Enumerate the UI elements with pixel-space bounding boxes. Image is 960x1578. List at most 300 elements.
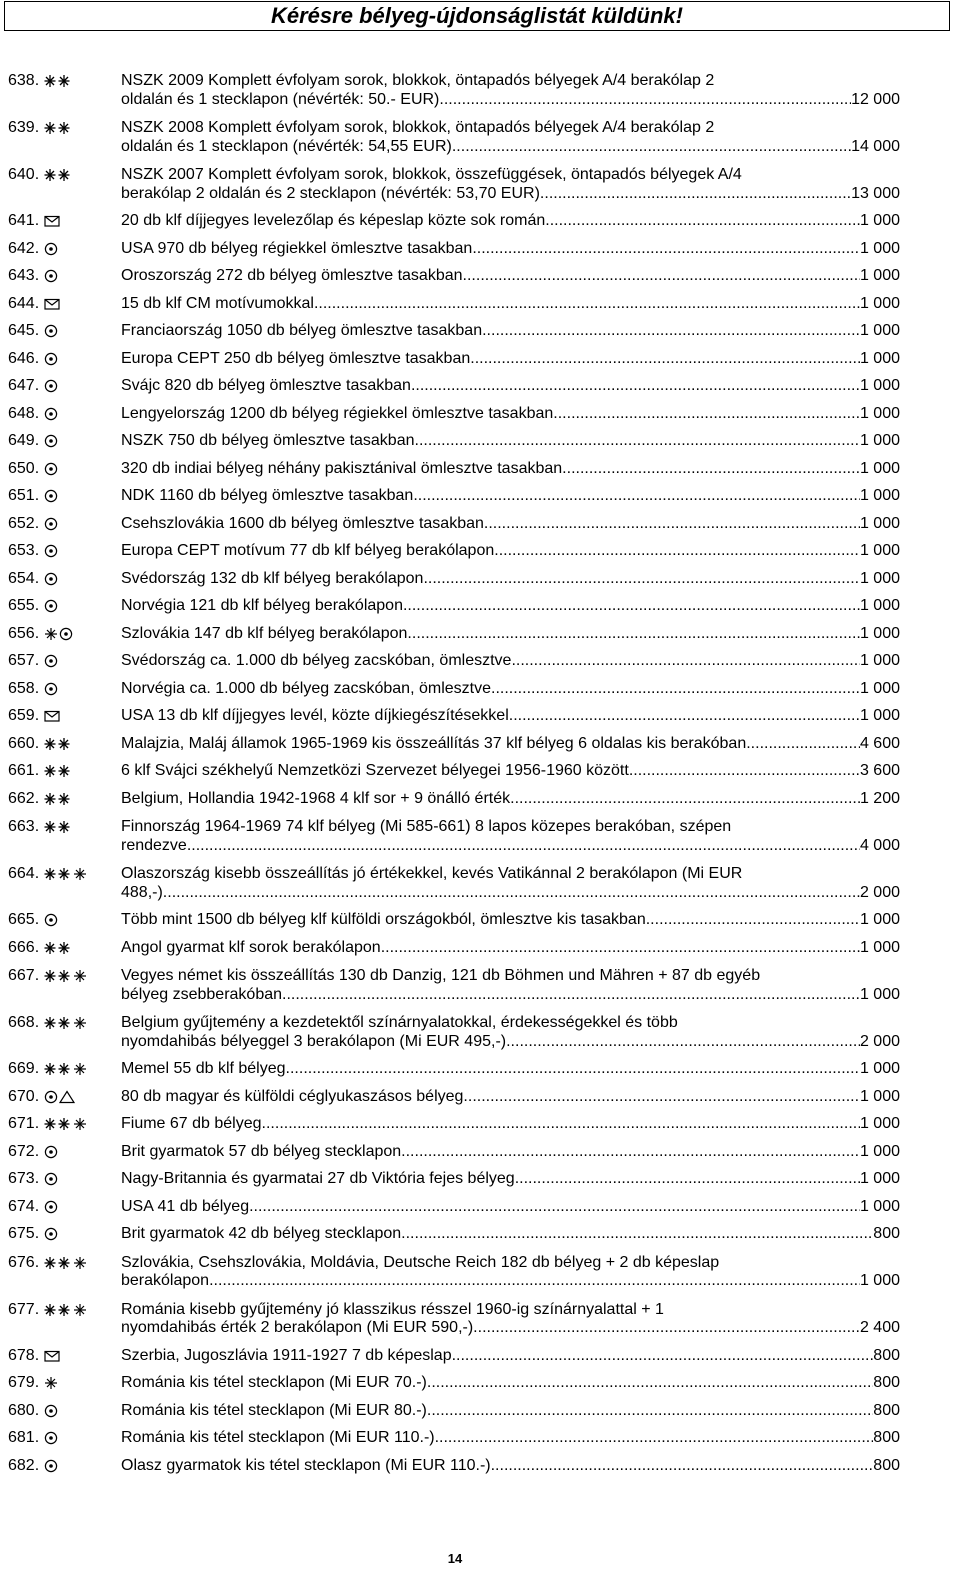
used-icon	[44, 324, 58, 338]
item-number: 638.	[8, 72, 40, 89]
dot-leader	[427, 1402, 873, 1421]
item-text-line: Norvégia 121 db klf bélyeg berakólapon	[121, 597, 403, 614]
used-icon	[44, 654, 58, 668]
item-number: 679.	[8, 1374, 40, 1391]
item-description	[121, 911, 900, 930]
used-icon	[44, 1145, 58, 1159]
item-price: 1 000	[859, 212, 900, 229]
condition-symbols	[44, 682, 58, 696]
item-price: 1 000	[859, 938, 900, 956]
item-text-line: Több mint 1500 db bélyeg klf külföldi országokból, ömlesztve kis tasakban	[121, 911, 646, 928]
mnh-icon	[44, 168, 72, 182]
list-item	[8, 72, 900, 109]
item-description	[121, 1170, 900, 1189]
used-icon	[44, 517, 58, 531]
item-price: 1 000	[859, 432, 900, 449]
item-price: 1 000	[859, 1170, 900, 1187]
item-text-line: 488,-)	[121, 883, 163, 901]
list-item	[8, 762, 900, 781]
item-number: 641.	[8, 212, 40, 229]
item-description	[121, 432, 900, 451]
list-item	[8, 570, 900, 589]
item-text-line: Finnország 1964-1969 74 klf bélyeg (Mi 585-661) 8 lapos közepes berakóban, szépen	[121, 818, 732, 835]
item-description	[121, 212, 900, 231]
item-text-line: berakólap 2 oldalán és 2 stecklapon (névérték: 53,70 EUR)	[121, 184, 540, 202]
used-icon	[44, 407, 58, 421]
dot-leader	[510, 790, 860, 809]
page-number: 14	[447, 1551, 463, 1566]
item-text-line: Memel 55 db klf bélyeg	[121, 1060, 286, 1077]
list-item	[8, 377, 900, 396]
item-text-line: berakólapon	[121, 1272, 210, 1289]
item-text-line: NSZK 2009 Komplett évfolyam sorok, blokkok, öntapadós bélyegek A/4 berakólap 2	[121, 72, 715, 89]
item-number: 672.	[8, 1142, 40, 1160]
item-price: 1 000	[859, 1142, 900, 1160]
list-item	[8, 1060, 900, 1079]
used-icon	[44, 1090, 58, 1104]
item-number: 640.	[8, 166, 40, 183]
item-text-line: Franciaország 1050 db bélyeg ömlesztve tasakban	[121, 322, 483, 339]
condition-symbols	[44, 214, 60, 228]
condition-symbols	[44, 969, 87, 983]
item-description	[121, 166, 900, 203]
item-description	[121, 72, 900, 109]
item-description	[121, 597, 900, 616]
item-text-line: NDK 1160 db bélyeg ömlesztve tasakban	[121, 487, 414, 504]
item-number: 652.	[8, 514, 40, 532]
item-price: 800	[873, 1401, 900, 1419]
used-icon	[44, 1227, 58, 1241]
condition-symbols	[44, 737, 72, 751]
item-price: 1 000	[859, 1060, 900, 1077]
condition-symbols	[44, 867, 87, 881]
item-description	[121, 762, 900, 781]
page-title: Kérésre bélyeg-újdonságlistát küldünk!	[271, 3, 683, 28]
item-text-line: Svájc 820 db bélyeg ömlesztve tasakban	[121, 377, 411, 394]
item-description	[121, 1088, 900, 1107]
list-item	[8, 939, 900, 958]
mh-icon	[73, 1117, 87, 1131]
condition-symbols	[44, 709, 60, 723]
dot-leader	[262, 1115, 860, 1134]
dot-leader	[452, 138, 851, 157]
item-text-line: 15 db klf CM motívumokkal	[121, 294, 314, 312]
item-number: 639.	[8, 119, 40, 136]
item-price: 1 000	[859, 652, 900, 669]
header-banner	[4, 1, 950, 31]
item-text-line: Csehszlovákia 1600 db bélyeg ömlesztve tasakban	[121, 514, 484, 532]
item-price: 1 000	[859, 624, 900, 642]
list-item	[8, 119, 900, 156]
item-number: 677.	[8, 1300, 40, 1318]
dot-leader	[435, 1429, 874, 1448]
item-text-line: Brit gyarmatok 57 db bélyeg stecklapon	[121, 1142, 402, 1160]
item-price: 4 000	[859, 836, 900, 854]
condition-symbols	[44, 297, 60, 311]
item-description	[121, 1198, 900, 1217]
condition-symbols	[44, 1349, 60, 1363]
envelope-icon	[44, 214, 60, 228]
condition-symbols	[44, 792, 72, 806]
dot-leader	[491, 680, 860, 699]
dot-leader	[452, 1347, 874, 1366]
item-description	[121, 1014, 900, 1051]
item-number: 670.	[8, 1087, 40, 1105]
item-description	[121, 707, 900, 726]
item-price: 1 000	[859, 349, 900, 367]
condition-symbols	[44, 572, 58, 586]
dot-leader	[439, 91, 851, 110]
mh-icon	[73, 969, 87, 983]
item-text-line: rendezve	[121, 836, 187, 854]
item-number: 667.	[8, 967, 40, 984]
condition-symbols	[44, 1376, 58, 1390]
list-item	[8, 790, 900, 809]
condition-symbols	[44, 599, 58, 613]
item-price: 12 000	[851, 90, 900, 108]
item-price: 1 000	[859, 377, 900, 394]
item-text-line: Nagy-Britannia és gyarmatai 27 db Viktória fejes bélyeg	[121, 1170, 515, 1187]
dot-leader	[423, 570, 860, 589]
dot-leader	[470, 350, 860, 369]
item-price: 1 000	[859, 597, 900, 614]
condition-symbols	[44, 1404, 58, 1418]
mnh-icon	[44, 1016, 72, 1030]
item-text-line: Brit gyarmatok 42 db bélyeg stecklapon	[121, 1225, 402, 1242]
item-description	[121, 240, 900, 259]
list-item	[8, 911, 900, 930]
item-price: 1 000	[859, 404, 900, 422]
item-price: 1 000	[859, 459, 900, 477]
condition-symbols	[44, 1145, 58, 1159]
envelope-icon	[44, 297, 60, 311]
item-description	[121, 1429, 900, 1448]
item-text-line: Szlovákia, Csehszlovákia, Moldávia, Deutsche Reich 182 db bélyeg + 2 db képeslap	[121, 1253, 720, 1271]
used-icon	[44, 1404, 58, 1418]
item-price: 1 000	[859, 239, 900, 257]
mnh-icon	[44, 1117, 72, 1131]
item-text-line: NSZK 750 db bélyeg ömlesztve tasakban	[121, 432, 415, 449]
item-price: 2 400	[859, 1319, 900, 1336]
dot-leader	[163, 884, 860, 903]
condition-symbols	[44, 74, 72, 88]
dot-leader	[511, 652, 860, 671]
mnh-icon	[44, 1062, 72, 1076]
mh-icon	[44, 1376, 58, 1390]
mnh-icon	[44, 941, 72, 955]
mnh-icon	[44, 737, 72, 751]
item-text-line: Svédország ca. 1.000 db bélyeg zacskóban, ömlesztve	[121, 652, 512, 669]
mh-icon	[44, 627, 58, 641]
item-number: 645.	[8, 322, 40, 339]
item-number: 653.	[8, 542, 40, 559]
triangle-icon	[59, 1090, 75, 1104]
mnh-icon	[44, 74, 72, 88]
condition-symbols	[44, 517, 58, 531]
used-icon	[44, 434, 58, 448]
list-item	[8, 1301, 900, 1338]
item-number: 650.	[8, 459, 40, 477]
condition-symbols	[44, 820, 72, 834]
item-price: 800	[873, 1225, 900, 1242]
dot-leader	[415, 432, 860, 451]
mnh-icon	[44, 1303, 72, 1317]
item-description	[121, 570, 900, 589]
list-item	[8, 625, 900, 644]
used-icon	[44, 269, 58, 283]
item-number: 644.	[8, 294, 40, 312]
used-icon	[44, 1172, 58, 1186]
item-price: 1 000	[859, 294, 900, 312]
condition-symbols	[44, 654, 58, 668]
condition-symbols	[44, 121, 72, 135]
item-description	[121, 939, 900, 958]
used-icon	[44, 544, 58, 558]
condition-symbols	[44, 1090, 75, 1104]
item-price: 1 000	[859, 487, 900, 504]
list-item	[8, 542, 900, 561]
item-description	[121, 1347, 900, 1366]
condition-symbols	[44, 627, 73, 641]
item-price: 1 000	[859, 514, 900, 532]
item-description	[121, 515, 900, 534]
condition-symbols	[44, 913, 58, 927]
item-text-line: nyomdahibás érték 2 berakólapon (Mi EUR 590,-)	[121, 1319, 474, 1336]
item-number: 669.	[8, 1060, 40, 1077]
condition-symbols	[44, 1459, 58, 1473]
condition-symbols	[44, 941, 72, 955]
dot-leader	[629, 762, 860, 781]
item-text-line: bélyeg zsebberakóban	[121, 985, 283, 1003]
item-number: 658.	[8, 679, 40, 697]
used-icon	[44, 913, 58, 927]
item-description	[121, 967, 900, 1004]
item-text-line: Angol gyarmat klf sorok berakólapon	[121, 938, 381, 956]
condition-symbols	[44, 1200, 58, 1214]
item-number: 664.	[8, 865, 40, 882]
item-text-line: Vegyes német kis összeállítás 130 db Danzig, 121 db Böhmen und Mähren + 87 db egyéb	[121, 967, 761, 984]
item-price: 800	[873, 1429, 900, 1446]
item-text-line: oldalán és 1 stecklapon (névérték: 54,55 EUR)	[121, 137, 452, 155]
condition-symbols	[44, 462, 58, 476]
item-description	[121, 542, 900, 561]
item-price: 1 000	[859, 1272, 900, 1289]
list-item	[8, 267, 900, 286]
dot-leader	[407, 625, 860, 644]
item-number: 681.	[8, 1429, 40, 1446]
list-item	[8, 1088, 900, 1107]
condition-symbols	[44, 324, 58, 338]
list-item	[8, 295, 900, 314]
item-price: 800	[873, 1374, 900, 1391]
mnh-icon	[44, 792, 72, 806]
list-item	[8, 652, 900, 671]
item-number: 654.	[8, 569, 40, 587]
item-text-line: NSZK 2008 Komplett évfolyam sorok, blokkok, öntapadós bélyegek A/4 berakólap 2	[121, 119, 715, 136]
list-item	[8, 1347, 900, 1366]
mh-icon	[73, 867, 87, 881]
item-price: 13 000	[851, 184, 900, 202]
item-text-line: Szlovákia 147 db klf bélyeg berakólapon	[121, 624, 408, 642]
list-item	[8, 707, 900, 726]
list-item	[8, 818, 900, 855]
item-text-line: USA 970 db bélyeg régiekkel ömlesztve tasakban	[121, 239, 473, 257]
item-number: 660.	[8, 734, 40, 752]
used-icon	[44, 242, 58, 256]
item-number: 646.	[8, 349, 40, 367]
used-icon	[44, 599, 58, 613]
condition-symbols	[44, 1431, 58, 1445]
dot-leader	[472, 240, 860, 259]
item-number: 674.	[8, 1197, 40, 1215]
used-icon	[59, 627, 73, 641]
condition-symbols	[44, 1227, 58, 1241]
item-description	[121, 377, 900, 396]
item-description	[121, 119, 900, 156]
dot-leader	[427, 1374, 873, 1393]
item-price: 3 600	[859, 762, 900, 779]
list-item	[8, 680, 900, 699]
list-item	[8, 865, 900, 902]
item-price: 1 000	[859, 569, 900, 587]
item-description	[121, 322, 900, 341]
used-icon	[44, 1200, 58, 1214]
item-description	[121, 652, 900, 671]
item-number: 661.	[8, 762, 40, 779]
list-item	[8, 460, 900, 479]
mnh-icon	[44, 867, 72, 881]
mh-icon	[73, 1016, 87, 1030]
list-item	[8, 515, 900, 534]
list-item	[8, 1143, 900, 1162]
item-description	[121, 1143, 900, 1162]
dot-leader	[286, 1060, 860, 1079]
item-description	[121, 1254, 900, 1291]
list-item	[8, 1014, 900, 1051]
dot-leader	[506, 1033, 860, 1052]
item-number: 662.	[8, 789, 40, 807]
item-text-line: oldalán és 1 stecklapon (névérték: 50.- EUR)	[121, 90, 440, 108]
item-description	[121, 625, 900, 644]
item-text-line: Románia kis tétel stecklapon (Mi EUR 70.-)	[121, 1374, 427, 1391]
item-text-line: Fiume 67 db bélyeg	[121, 1115, 262, 1132]
item-price: 1 000	[859, 1115, 900, 1132]
condition-symbols	[44, 1016, 87, 1030]
used-icon	[44, 352, 58, 366]
item-text-line: Szerbia, Jugoszlávia 1911-1927 7 db képeslap	[121, 1346, 452, 1364]
condition-symbols	[44, 1256, 87, 1270]
condition-symbols	[44, 379, 58, 393]
item-text-line: Olasz gyarmatok kis tétel stecklapon (Mi EUR 110.-)	[121, 1456, 491, 1474]
item-text-line: USA 13 db klf díjjegyes levél, közte díjkiegészítésekkel	[121, 707, 509, 724]
list-item	[8, 735, 900, 754]
item-description	[121, 1374, 900, 1393]
item-number: 663.	[8, 818, 40, 835]
item-number: 651.	[8, 487, 40, 504]
item-text-line: Europa CEPT motívum 77 db klf bélyeg berakólapon	[121, 542, 495, 559]
list-item	[8, 350, 900, 369]
envelope-icon	[44, 709, 60, 723]
condition-symbols	[44, 1062, 87, 1076]
dot-leader	[646, 911, 860, 930]
item-price: 1 000	[859, 1197, 900, 1215]
dot-leader	[484, 515, 860, 534]
list-item	[8, 1225, 900, 1244]
list-item	[8, 240, 900, 259]
list-item	[8, 967, 900, 1004]
item-description	[121, 1060, 900, 1079]
item-price: 2 000	[859, 883, 900, 901]
condition-symbols	[44, 1303, 87, 1317]
dot-leader	[473, 1319, 860, 1338]
dot-leader	[401, 1225, 873, 1244]
dot-leader	[314, 295, 860, 314]
item-text-line: Olaszország kisebb összeállítás jó értékekkel, kevés Vatikánnal 2 berakólapon (Mi EUR	[121, 865, 743, 882]
item-price: 800	[873, 1456, 900, 1474]
list-item	[8, 166, 900, 203]
item-description	[121, 267, 900, 286]
mnh-icon	[44, 1256, 72, 1270]
dot-leader	[491, 1457, 874, 1476]
list-item	[8, 1402, 900, 1421]
item-description	[121, 1115, 900, 1134]
used-icon	[44, 489, 58, 503]
dot-leader	[282, 986, 860, 1005]
item-number: 655.	[8, 597, 40, 614]
item-price: 14 000	[851, 137, 900, 155]
mnh-icon	[44, 121, 72, 135]
item-text-line: Svédország 132 db klf bélyeg berakólapon	[121, 569, 424, 587]
list-item	[8, 1429, 900, 1448]
item-description	[121, 460, 900, 479]
item-price: 1 200	[859, 789, 900, 807]
mh-icon	[73, 1303, 87, 1317]
item-list	[8, 72, 900, 1475]
list-item	[8, 597, 900, 616]
item-price: 1 000	[859, 1087, 900, 1105]
item-number: 676.	[8, 1253, 40, 1271]
condition-symbols	[44, 269, 58, 283]
mh-icon	[73, 1062, 87, 1076]
item-number: 659.	[8, 707, 40, 724]
mh-icon	[73, 1256, 87, 1270]
list-item	[8, 1457, 900, 1476]
mnh-icon	[44, 764, 72, 778]
item-number: 656.	[8, 624, 40, 642]
item-price: 1 000	[859, 911, 900, 928]
list-item	[8, 1254, 900, 1291]
item-number: 673.	[8, 1170, 40, 1187]
item-price: 1 000	[859, 267, 900, 284]
item-text-line: 6 klf Svájci székhelyű Nemzetközi Szervezet bélyegei 1956-1960 között	[121, 762, 629, 779]
item-number: 666.	[8, 938, 40, 956]
item-number: 648.	[8, 404, 40, 422]
used-icon	[44, 1459, 58, 1473]
item-price: 1 000	[859, 679, 900, 697]
item-price: 800	[873, 1346, 900, 1364]
item-number: 675.	[8, 1225, 40, 1242]
dot-leader	[411, 377, 860, 396]
dot-leader	[540, 185, 851, 204]
list-item	[8, 1170, 900, 1189]
item-description	[121, 1225, 900, 1244]
envelope-icon	[44, 1349, 60, 1363]
dot-leader	[249, 1198, 860, 1217]
item-description	[121, 865, 900, 902]
list-item	[8, 1115, 900, 1134]
dot-leader	[562, 460, 860, 479]
dot-leader	[545, 212, 860, 231]
